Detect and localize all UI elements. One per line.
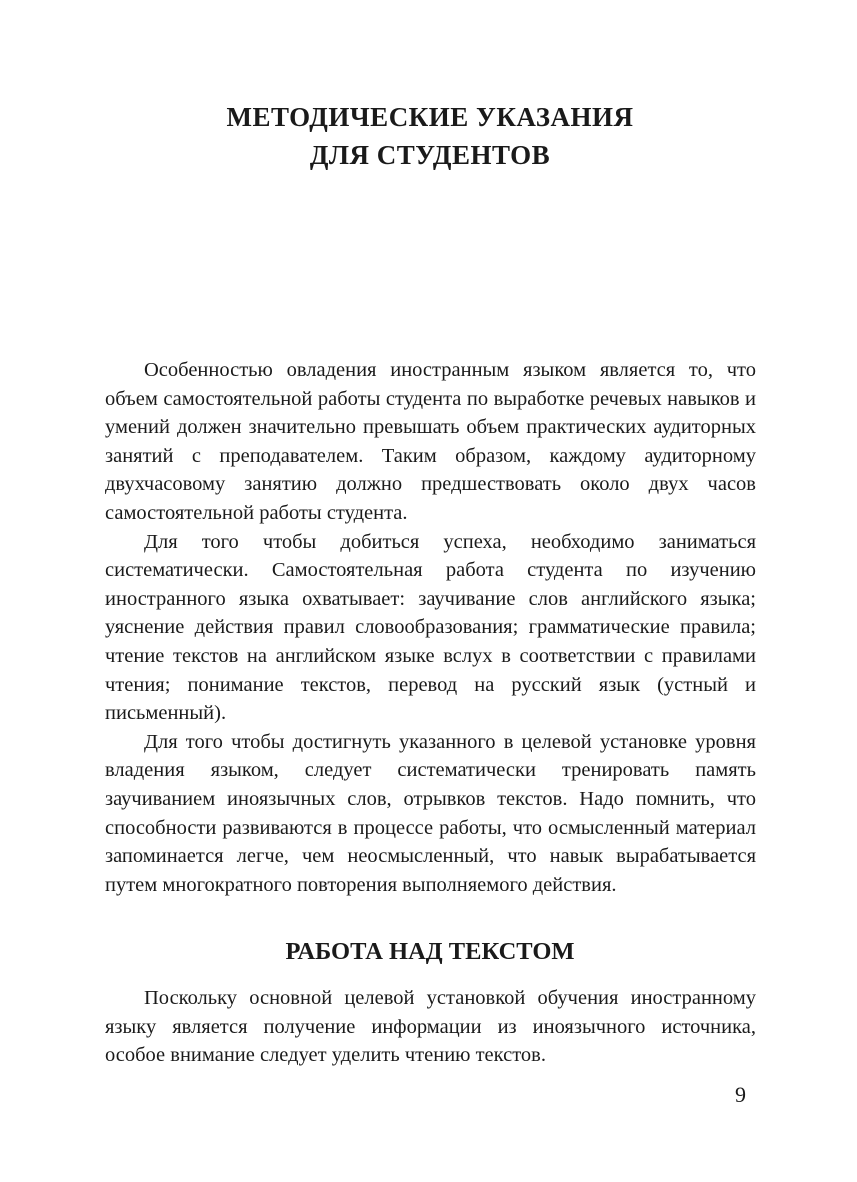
section-heading: РАБОТА НАД ТЕКСТОМ <box>285 938 575 965</box>
title-line-2: ДЛЯ СТУДЕНТОВ <box>309 140 551 170</box>
paragraph-3: Для того чтобы достигнуть указанного в целевой установке уровня владения языком, следует систематически тренировать память заучиванием иноязычных слов, отрывков текстов. Надо помнить, что способности развиваются в процессе работы, что осмысленный материал запоминается легче, чем неосмысленный, что навык вырабатывается путем многократного повторения выполняемого действия. <box>105 730 756 896</box>
paragraph-4: Поскольку основной целевой установкой обучения иностранному языку является получение информации из иноязычного источника, особое внимание следует уделить чтению текстов. <box>105 987 756 1067</box>
title-line-1: МЕТОДИЧЕСКИЕ УКАЗАНИЯ <box>226 102 634 132</box>
page-number: 9 <box>735 1082 746 1107</box>
section-text <box>105 984 756 1070</box>
intro-text <box>105 356 756 899</box>
page-title <box>100 98 760 174</box>
paragraph-1: Особенностью овладения иностранным языком является то, что объем самостоятельной работы студента по выработке речевых навыков и умений должен значительно превышать объем практических аудиторных занятий с преподавателем. Таким образом, каждому аудиторному двухчасовому занятию должно предшествовать около двух часов самостоятельной работы студента. <box>105 359 756 524</box>
paragraph-2: Для того чтобы добиться успеха, необходимо заниматься систематически. Самостоятельная работа студента по изучению иностранного языка охватывает: заучивание слов английского языка; уяснение действия правил словообразования; грамматические правила; чтение текстов на английском языке вслух в соответствии с правилами чтения; понимание текстов, перевод на русский язык (устный и письменный). <box>105 530 756 725</box>
